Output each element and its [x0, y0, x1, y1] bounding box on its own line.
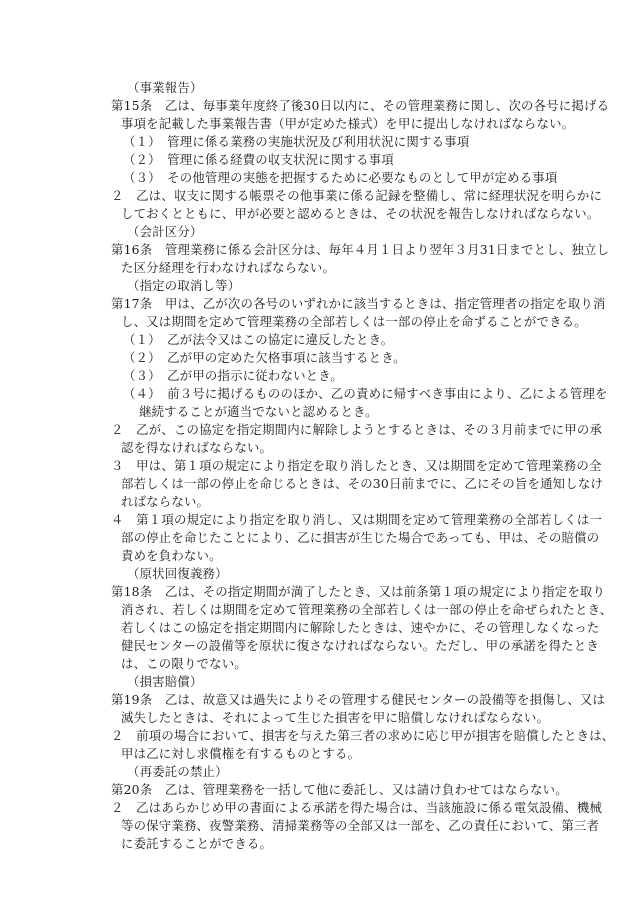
article-17-paragraph: ４ 第１項の規定により指定を取り消し、又は期間を定めて管理業務の全部若しくは一 — [111, 512, 603, 527]
article-18-line: 第18条 乙は、その指定期間が満了したとき、又は前条第１項の規定により指定を取り — [111, 584, 606, 599]
article-18-line: 消され、若しくは期間を定めて管理業務の全部若しくは一部の停止を命ぜられたとき、 — [121, 602, 613, 617]
article-17-paragraph: ２ 乙が、この協定を指定期間内に解除しようとするときは、その３月前までに甲の承 — [111, 422, 603, 437]
article-19-paragraph: 甲は乙に対し求償権を有するものとする。 — [121, 746, 361, 761]
article-19-line: 第19条 乙は、故意又は過失によりその管理する健民センターの設備等を損傷し、又は — [111, 692, 606, 707]
article-20-paragraph: に委託することができる。 — [121, 836, 273, 851]
article-16-line: 第16条 管理業務に係る会計区分は、毎年４月１日より翌年３月31日までとし、独立し — [111, 242, 610, 257]
article-17-item: 継続することが適当でないと認めるとき。 — [139, 404, 378, 419]
article-17-item: （３） 乙が甲の指示に従わないとき。 — [123, 368, 343, 383]
heading-revocation: （指定の取消し等） — [127, 278, 241, 293]
article-15-paragraph: しておくとともに、甲が必要と認めるときは、その状況を報告しなければならない。 — [121, 206, 600, 221]
article-17-line: 第17条 甲は、乙が次の各号のいずれかに該当するときは、指定管理者の指定を取り消 — [111, 296, 606, 311]
article-15-item: （２） 管理に係る経費の収支状況に関する事項 — [123, 152, 394, 167]
article-18-line: は、この限りでない。 — [121, 656, 247, 671]
article-20-paragraph: 等の保守業務、夜警業務、清掃業務等の全部又は一部を、乙の責任において、第三者 — [121, 818, 600, 833]
article-17-line: し、又は期間を定めて管理業務の全部若しくは一部の停止を命ずることができる。 — [121, 314, 587, 329]
article-16-line: た区分経理を行わなければならない。 — [121, 260, 336, 275]
heading-business-report: （事業報告） — [127, 80, 203, 95]
article-15-line: 第15条 乙は、毎事業年度終了後30日以内に、その管理業務に関し、次の各号に掲げる — [111, 98, 610, 113]
article-15-item: （１） 管理に係る業務の実施状況及び利用状況に関する事項 — [123, 134, 470, 149]
article-17-item: （４） 前３号に掲げるもののほか、乙の責めに帰すべき事由により、乙による管理を — [123, 386, 608, 401]
heading-damages: （損害賠償） — [127, 674, 203, 689]
heading-restoration: （原状回復義務） — [127, 566, 228, 581]
article-19-paragraph: ２ 前項の場合において、損害を与えた第三者の求めに応じ甲が損害を賠償したときは、 — [111, 728, 615, 743]
article-19-line: 滅失したときは、それによって生じた損害を甲に賠償しなければならない。 — [121, 710, 550, 725]
heading-accounting: （会計区分） — [127, 224, 203, 239]
article-17-paragraph: 認を得なければならない。 — [121, 440, 273, 455]
article-17-paragraph: 部若しくは一部の停止を命じるときは、その30日前までに、乙にその旨を通知しなけ — [121, 476, 604, 491]
article-17-item: （２） 乙が甲の定めた欠格事項に該当するとき。 — [123, 350, 406, 365]
heading-subcontract: （再委託の禁止） — [127, 764, 228, 779]
article-17-paragraph: 部の停止を命じたことにより、乙に損害が生じた場合であっても、甲は、その賠償の — [121, 530, 600, 545]
article-20-line: 第20条 乙は、管理業務を一括して他に委託し、又は請け負わせてはならない。 — [111, 782, 568, 797]
article-17-item: （１） 乙が法令又はこの協定に違反したとき。 — [123, 332, 394, 347]
article-15-paragraph: ２ 乙は、収支に関する帳票その他事業に係る記録を整備し、常に経理状況を明らかに — [111, 188, 603, 203]
article-15-item: （３） その他管理の実態を把握するために必要なものとして甲が定める事項 — [123, 170, 558, 185]
article-17-paragraph: ３ 甲は、第１項の規定により指定を取り消したとき、又は期間を定めて管理業務の全 — [111, 458, 602, 473]
article-17-paragraph: 責めを負わない。 — [121, 548, 222, 563]
article-17-paragraph: ればならない。 — [121, 494, 210, 509]
article-18-line: 健民センターの設備等を原状に復さなければならない。ただし、甲の承諾を得たとき — [121, 638, 599, 653]
article-18-line: 若しくはこの協定を指定期間内に解除したときは、速やかに、その管理しなくなった — [121, 620, 600, 635]
article-15-line: 事項を記載した事業報告書（甲が定めた様式）を甲に提出しなければならない。 — [121, 116, 575, 131]
article-20-paragraph: ２ 乙はあらかじめ甲の書面による承諾を得た場合は、当該施設に係る電気設備、機械 — [111, 800, 603, 815]
